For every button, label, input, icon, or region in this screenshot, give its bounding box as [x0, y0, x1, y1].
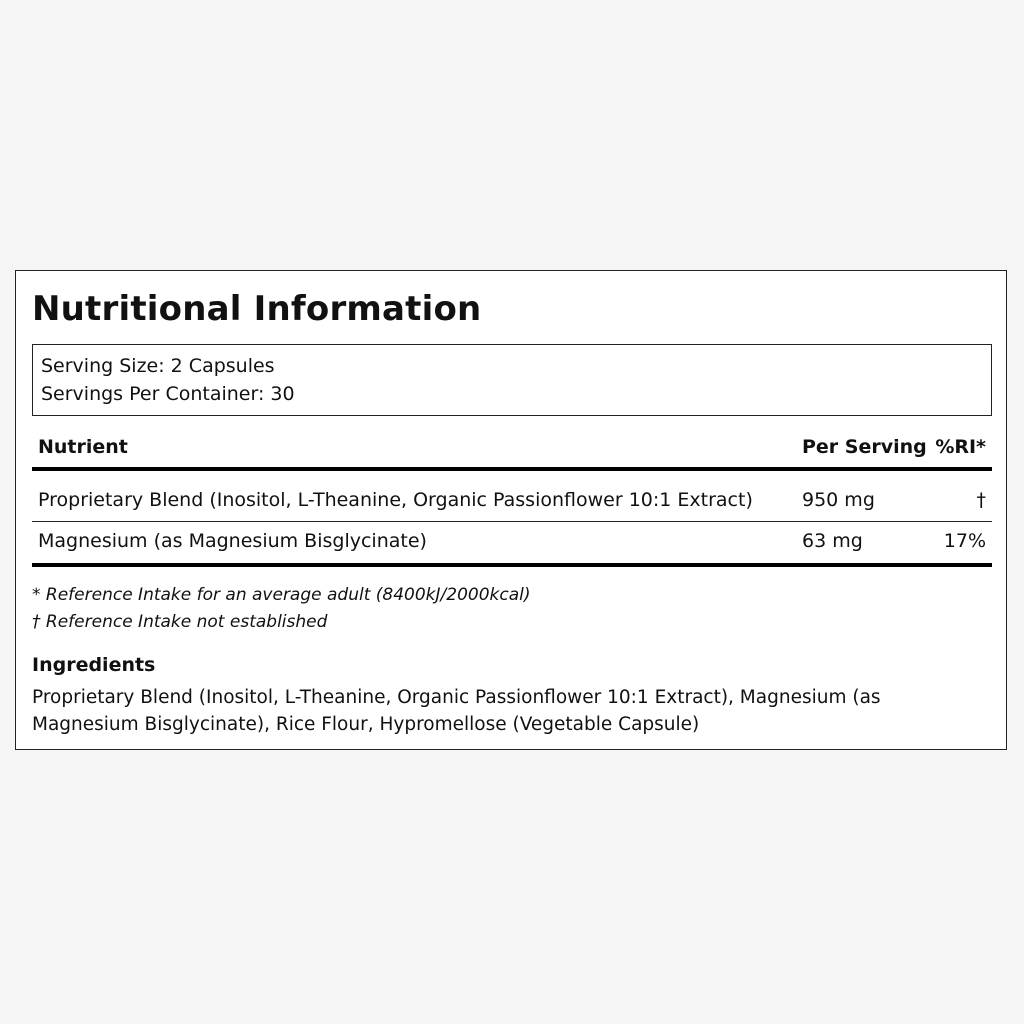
nutrition-panel	[15, 270, 1007, 750]
per-serving-value: 950 mg	[802, 489, 875, 511]
ri-value: 17%	[943, 530, 986, 552]
table-row	[32, 481, 992, 522]
footnote-not-established: † Reference Intake not established	[32, 612, 328, 632]
servings-per-container: Servings Per Container: 30	[41, 383, 295, 405]
serving-size: Serving Size: 2 Capsules	[41, 355, 275, 377]
ingredients-text: Proprietary Blend (Inositol, L-Theanine, Organic Passionflower 10:1 Extract), Magnesium (as Magnesium Bisglycinate), Rice Flour, Hypromellose (Vegetable Capsule)	[32, 687, 881, 735]
footnotes	[32, 582, 531, 636]
header-nutrient: Nutrient	[38, 436, 128, 458]
ri-value: †	[976, 489, 986, 511]
header-per-serving: Per Serving	[802, 436, 927, 458]
header-ri: %RI*	[935, 436, 986, 458]
table-header	[32, 431, 992, 471]
panel-title: Nutritional Information	[32, 289, 482, 329]
per-serving-value: 63 mg	[802, 530, 863, 552]
ingredients-heading: Ingredients	[32, 654, 156, 676]
table-row	[32, 522, 992, 567]
nutrient-name: Proprietary Blend (Inositol, L-Theanine, Organic Passionflower 10:1 Extract)	[38, 489, 753, 511]
serving-info-box	[32, 344, 992, 416]
nutrient-name: Magnesium (as Magnesium Bisglycinate)	[38, 530, 427, 552]
footnote-reference-intake: * Reference Intake for an average adult (8400kJ/2000kcal)	[32, 585, 531, 605]
nutrient-table	[32, 431, 992, 567]
